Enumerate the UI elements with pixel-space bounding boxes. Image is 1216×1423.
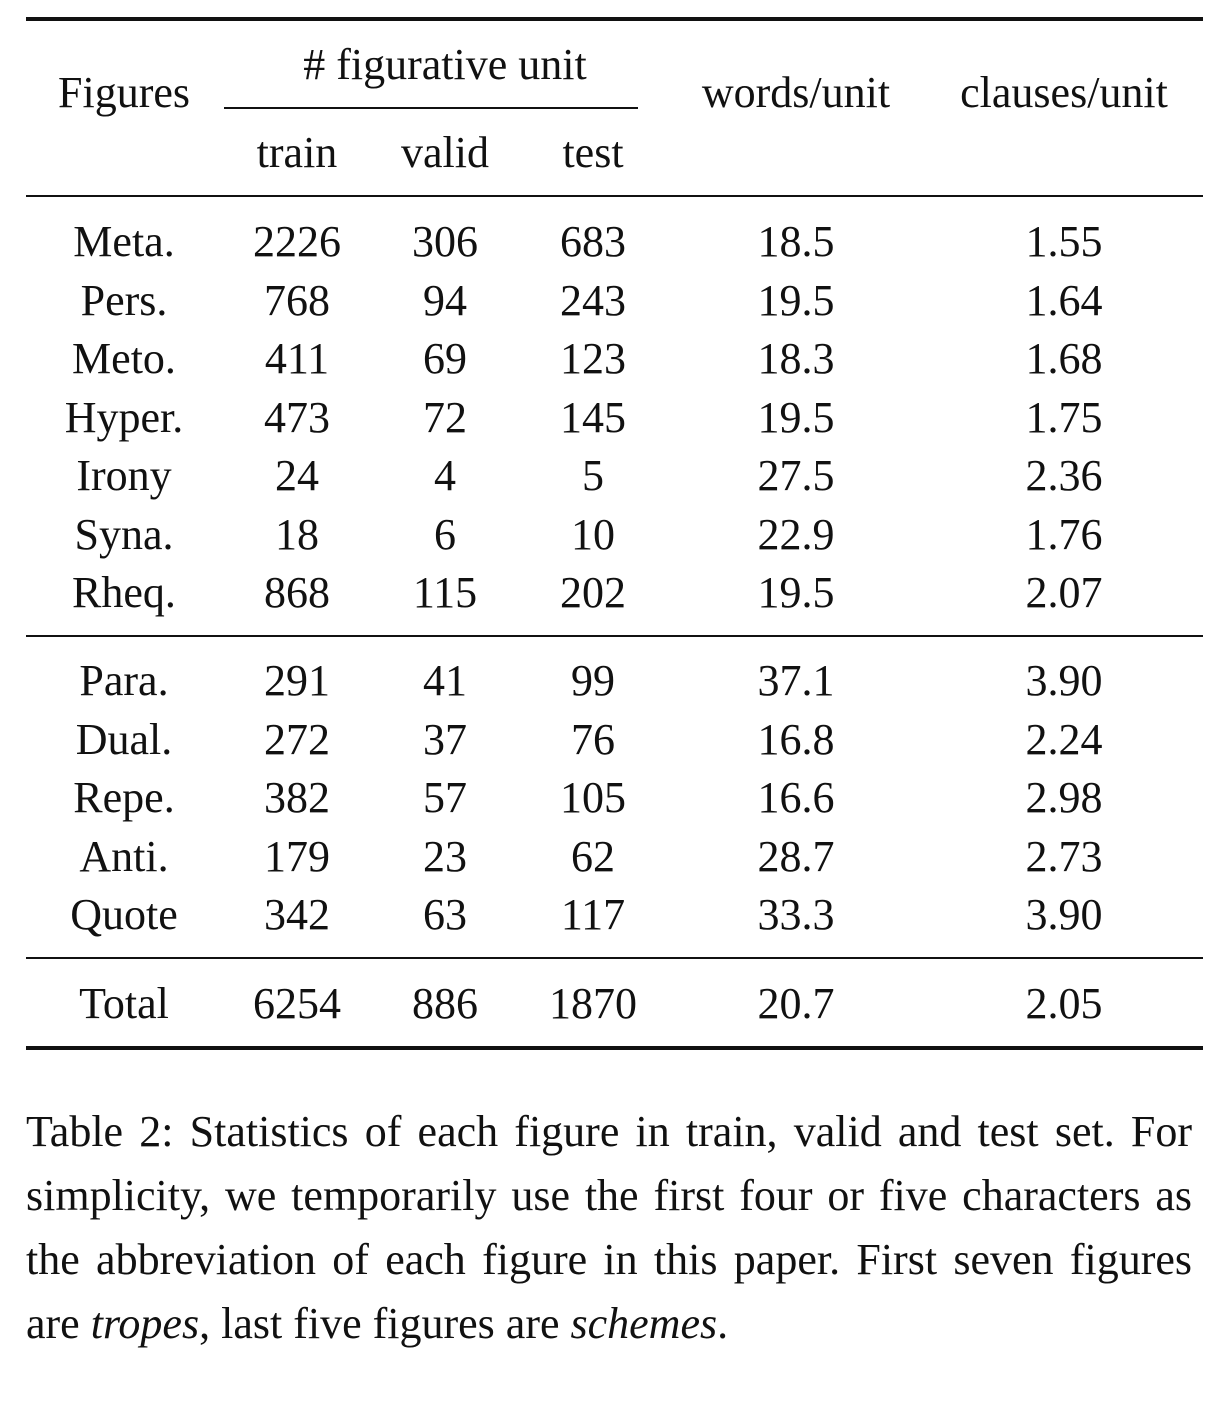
cell-clauses: 1.68 (1025, 334, 1103, 383)
cell-test: 99 (571, 656, 615, 705)
caption-tropes: tropes (90, 1299, 200, 1348)
cell-clauses: 3.90 (1025, 890, 1103, 939)
cell-train: 2226 (253, 217, 341, 266)
cell-valid: 72 (423, 392, 467, 442)
cell-test: 145 (560, 392, 626, 442)
cell-words: 19.5 (757, 568, 835, 617)
cell-test: 5 (582, 451, 604, 500)
cell-clauses: 1.64 (1025, 275, 1103, 325)
caption-text: Table 2: Statistics of each figure in train, valid and test set. For simplicity, we temporarily use the first four or five characters as the abbreviation of each figure in this paper. First seven figures are (26, 1107, 1192, 1348)
cell-words: 27.5 (757, 451, 835, 500)
cell-train: 179 (264, 831, 330, 881)
total-valid: 886 (412, 979, 478, 1028)
cell-train: 473 (264, 392, 330, 442)
group-underline (224, 107, 638, 109)
caption-text-2: , last five figures are (199, 1299, 571, 1348)
cell-clauses: 2.24 (1025, 714, 1103, 764)
row-label: Pers. (80, 275, 168, 325)
header-test: test (562, 128, 624, 177)
cell-train: 18 (275, 509, 319, 559)
total-rule (26, 957, 1203, 959)
cell-words: 18.3 (757, 334, 835, 383)
total-train: 6254 (253, 979, 341, 1028)
header-train: train (256, 128, 338, 177)
cell-valid: 4 (434, 451, 456, 500)
row-label: Meto. (72, 334, 176, 383)
cell-train: 411 (264, 334, 330, 383)
row-label: Anti. (79, 831, 169, 881)
cell-words: 22.9 (757, 509, 835, 559)
top-rule (26, 17, 1203, 21)
total-label: Total (79, 979, 169, 1028)
row-label: Quote (70, 890, 178, 939)
cell-test: 10 (571, 509, 615, 559)
bottom-rule (26, 1046, 1203, 1050)
caption-text-3: . (717, 1299, 729, 1348)
header-figurative-unit: # figurative unit (303, 40, 587, 89)
cell-words: 37.1 (757, 656, 835, 705)
cell-valid: 69 (423, 334, 467, 383)
cell-test: 123 (560, 334, 626, 383)
cell-train: 342 (264, 890, 330, 939)
cell-words: 18.5 (757, 217, 835, 266)
cell-words: 33.3 (757, 890, 835, 939)
cell-train: 768 (264, 275, 330, 325)
cell-test: 683 (560, 217, 626, 266)
cell-test: 117 (560, 890, 626, 939)
header-words-unit: words/unit (701, 68, 891, 117)
cell-valid: 6 (434, 509, 456, 559)
cell-valid: 57 (423, 773, 467, 822)
header-figures: Figures (58, 68, 190, 117)
cell-clauses: 2.73 (1025, 831, 1103, 881)
row-label: Meta. (73, 217, 175, 266)
row-label: Rheq. (72, 568, 176, 617)
header-clauses-unit: clauses/unit (960, 68, 1168, 117)
row-label: Irony (76, 451, 172, 500)
cell-clauses: 3.90 (1025, 656, 1103, 705)
cell-clauses: 1.55 (1025, 217, 1103, 266)
cell-train: 868 (264, 568, 330, 617)
cell-test: 202 (560, 568, 626, 617)
cell-valid: 115 (412, 568, 478, 617)
cell-valid: 37 (423, 714, 467, 764)
section-rule (26, 635, 1203, 637)
row-label: Hyper. (64, 392, 184, 442)
table-caption (26, 1100, 1192, 1356)
cell-valid: 41 (423, 656, 467, 705)
cell-test: 62 (571, 831, 615, 881)
cell-valid: 306 (412, 217, 478, 266)
total-words: 20.7 (757, 979, 835, 1028)
cell-train: 24 (275, 451, 319, 500)
cell-clauses: 2.07 (1025, 568, 1103, 617)
cell-words: 19.5 (757, 392, 835, 442)
cell-test: 243 (560, 275, 626, 325)
header-valid: valid (401, 128, 489, 177)
cell-clauses: 2.36 (1025, 451, 1103, 500)
cell-train: 272 (264, 714, 330, 764)
cell-words: 16.6 (757, 773, 835, 822)
row-label: Repe. (73, 773, 175, 822)
cell-clauses: 1.76 (1025, 509, 1103, 559)
cell-test: 105 (560, 773, 626, 822)
cell-train: 291 (264, 656, 330, 705)
total-clauses: 2.05 (1025, 979, 1103, 1028)
cell-train: 382 (264, 773, 330, 822)
header-rule (26, 195, 1203, 197)
row-label: Syna. (74, 509, 174, 559)
row-label: Dual. (75, 714, 173, 764)
cell-valid: 63 (423, 890, 467, 939)
row-label: Para. (79, 656, 169, 705)
cell-clauses: 1.75 (1025, 392, 1103, 442)
cell-test: 76 (571, 714, 615, 764)
total-test: 1870 (549, 979, 637, 1028)
cell-words: 28.7 (757, 831, 835, 881)
cell-valid: 94 (423, 275, 467, 325)
cell-words: 19.5 (757, 275, 835, 325)
cell-words: 16.8 (757, 714, 835, 764)
cell-clauses: 2.98 (1025, 773, 1103, 822)
caption-schemes: schemes (570, 1299, 718, 1348)
cell-valid: 23 (423, 831, 467, 881)
